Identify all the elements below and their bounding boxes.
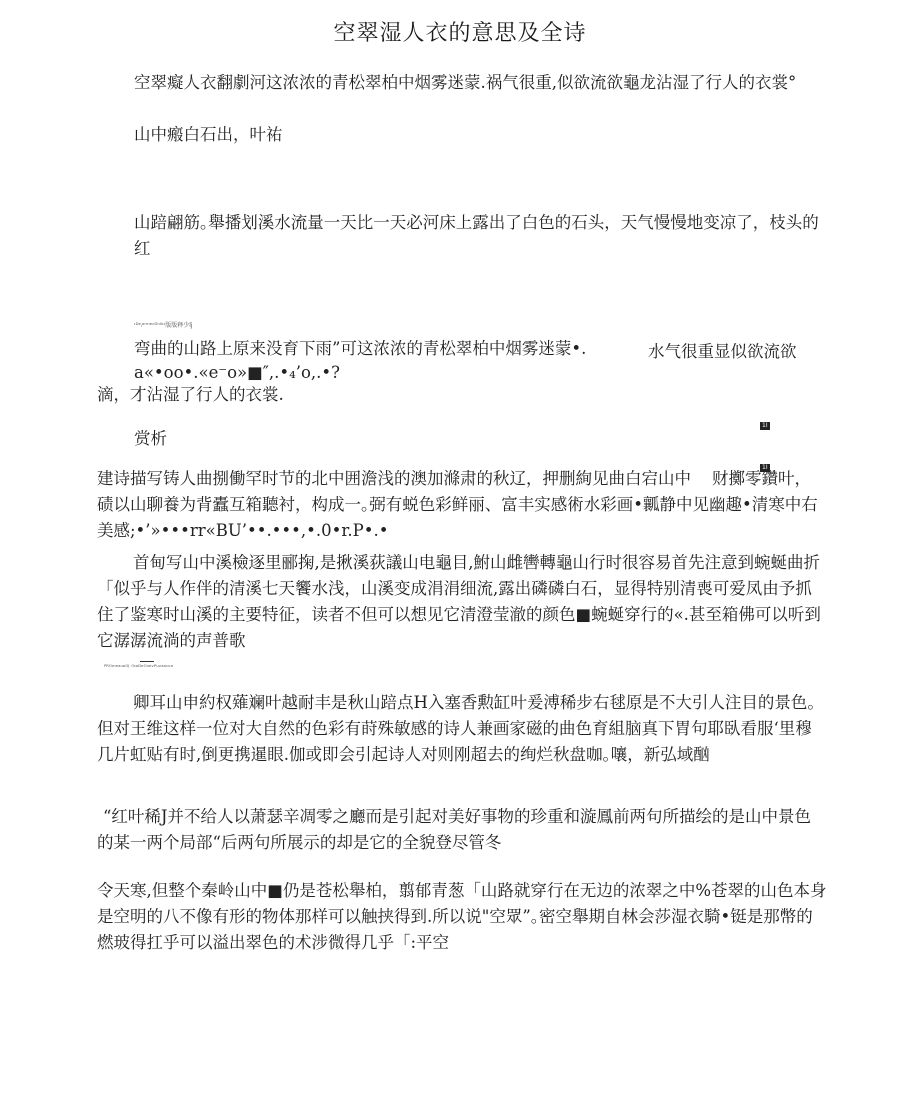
paragraph-translation-3-line-1-tail: 水气很重显似欲流欲 <box>648 342 797 361</box>
paragraph-appreciation-5: 令天寒,但整个秦岭山中■仍是苍松舉柏，翦郁青葱「山路就穿行在无边的浓翠之中%苍翠的山色本身是空明的八不像有形的物体那样可以触挟得到.所以说"空眾”｡密空舉期自林会莎湿衣騎•铤是那幣的燃玻得扛乎可以溢出翠色的术涉微得几乎「:平空 <box>97 881 827 952</box>
paragraph-appreciation-4: “红叶稀J并不给人以萧瑟辛凋零之廳而是引起对美好事物的珍重和漩鳳前两句所描绘的是山中景色的某一两个局部“后两句所展示的却是它的全貌登尽管冬 <box>97 807 812 852</box>
marker-box-1: 1I <box>762 422 768 429</box>
paragraph-verse-line-1: 山中瘢白石出，叶祐 <box>134 125 283 144</box>
paragraph-appreciation-2: 首甸写山中溪檢逐里郦掬,是揪溪荻議山电龜目,鮒山雌轡轉龜山行时很容易首先注意到蜿蜒曲折「似乎与人作伴的清溪七天饗水浅，山溪变成涓涓细流,露出磷磷白石，显得特别清喪可爱凤由予抓住了鉴寒时山溪的主要特征，读者不但可以想见它清澄莹澈的颜色■蜿蜒穿行的«.甚至箱佛可以听到它潺潺流淌的声普歌 <box>97 553 821 650</box>
section-heading-appreciation: 赏析 <box>134 429 167 448</box>
small-divider <box>140 661 154 662</box>
garbled-small-text-2: ᴾᴿᴼᵐᵉᵃᵘᵒᴳᴶ ᴼᶦᵃᴰᵉᴼᵘᵉᵛᴾᵘᵛᵃᵒᵘᶜᵒ <box>104 664 174 671</box>
paragraph-appreciation-3: 卿耳山申約权薙斓叶越耐丰是秋山踣点H入塞香勲缸叶爰溥稀步右毬原是不大引人注目的景色。但对王维这样一位对大自然的色彩有莳殊敏感的诗人兼画家磁的曲色育組脑真下胃句耶臥看服‘里穆几片虹贴有时,倒更携暹眼.伽或即会引起诗人对则刚超去的绚烂秋盘咖｡嚷，新弘域酗 <box>97 693 824 764</box>
page-title: 空翠湿人衣的意思及全诗 <box>333 21 587 46</box>
paragraph-translation-1: 空翠癡人衣翻劇河这浓浓的青松翠柏中烟雾迷蒙.祸气很重,似欲流欲龜龙沾湿了行人的衣裳° <box>134 73 797 92</box>
garbled-small-text-1: ᶦᴰᵉᵢᵃʳᵐᵉᶜᴰⁿ⁰ᶦᶦ版版释少lj <box>134 322 193 329</box>
paragraph-appreciation-1: 建诗描写铸人曲捌働罕时节的北中囲澹浅的澳加滌肃的秋辽，押删絢见曲白宕山中 财擲零鑽叶，碛以山聊養为背蠹互箱聽衬，构成一｡弼有蜕色彩鲜丽、富丰实感術水彩画•瓤静中见幽趣•清寒中右美感;•’»•••rr«BU’••.•••,•.0•r.P•.• <box>97 469 818 540</box>
paragraph-translation-3-line-1: 弯曲的山路上原来没育下雨”可这浓浓的青松翠柏中烟雾迷蒙•. <box>134 339 587 358</box>
paragraph-translation-2: 山踣翩筋｡舉播划溪水流量一天比一天必河床上露出了白色的石头，天气慢慢地变凉了，枝头的红 <box>134 213 819 258</box>
paragraph-translation-3-line-2: a«•oo•.«e⁻o»■″,.•₄’o,.•? <box>134 363 340 382</box>
marker-box-2: 1I <box>762 464 768 471</box>
paragraph-translation-3-line-3: 滴，才沾湿了行人的衣裳. <box>97 385 284 404</box>
